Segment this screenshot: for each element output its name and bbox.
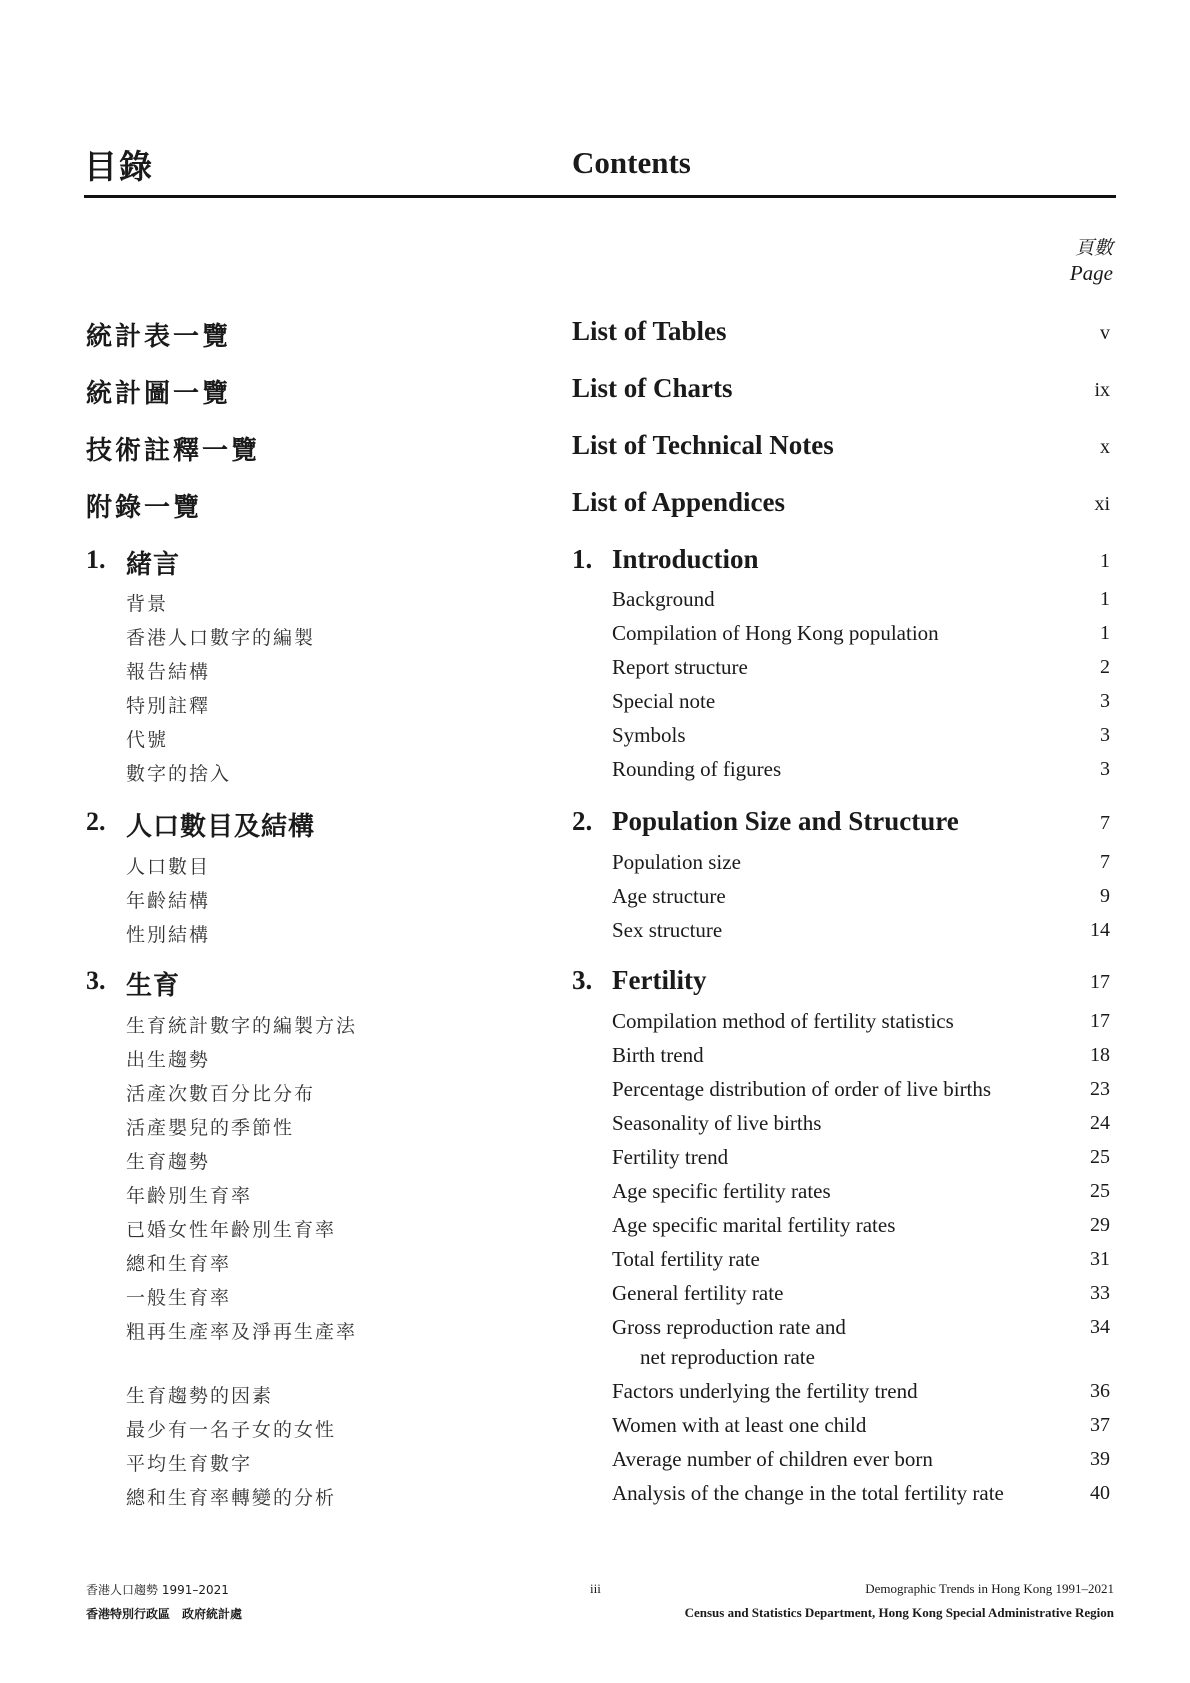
toc-item[interactable]: [0, 1281, 1190, 1315]
toc-item-zh: 數字的捨入: [126, 763, 232, 785]
toc-page-number: 24: [1090, 1112, 1110, 1134]
toc-page-number: 23: [1090, 1078, 1110, 1100]
toc-item[interactable]: [0, 850, 1190, 884]
toc-page-number: xi: [1094, 493, 1110, 515]
toc-item-zh: 代號: [126, 729, 169, 751]
section-number-en: 1.: [572, 544, 593, 574]
toc-entry-list-of-charts[interactable]: [0, 373, 1190, 407]
toc-item[interactable]: [0, 1179, 1190, 1213]
toc-page-number: 9: [1100, 885, 1110, 907]
section-number-zh: 1.: [86, 545, 106, 574]
toc-item-zh: 最少有一名子女的女性: [126, 1419, 337, 1441]
toc-item-en: Special note: [612, 689, 716, 713]
toc-page-number: 25: [1090, 1146, 1110, 1168]
toc-page-number: 18: [1090, 1044, 1110, 1066]
toc-item[interactable]: [0, 1077, 1190, 1111]
toc-item-zh: 活產次數百分比分布: [126, 1083, 316, 1105]
toc-item[interactable]: [0, 1247, 1190, 1281]
toc-page-number: 14: [1090, 919, 1110, 941]
section-title-zh: 生育: [126, 971, 181, 1001]
toc-item[interactable]: [0, 655, 1190, 689]
toc-item-zh: 已婚女性年齡別生育率: [126, 1219, 337, 1241]
toc-item[interactable]: [0, 1481, 1190, 1515]
toc-item-en: Population size: [612, 850, 741, 874]
toc-item[interactable]: [0, 689, 1190, 723]
toc-page-number: 39: [1090, 1448, 1110, 1470]
toc-page-number: ix: [1094, 379, 1110, 401]
toc-title-en: Contents: [572, 145, 691, 180]
toc-item-zh: 性別結構: [126, 924, 211, 946]
toc-page-number: 3: [1100, 758, 1110, 780]
section-number-zh: 3.: [86, 966, 106, 995]
toc-item-zh: 香港人口數字的編製: [126, 627, 316, 649]
toc-item-en: Compilation of Hong Kong population: [612, 621, 939, 645]
toc-item-zh: 一般生育率: [126, 1287, 232, 1309]
toc-item-en: Fertility trend: [612, 1145, 729, 1169]
toc-item-zh: 報告結構: [126, 661, 211, 683]
toc-page-number: x: [1100, 436, 1110, 458]
toc-item-zh: 生育統計數字的編製方法: [126, 1015, 358, 1037]
toc-section-introduction[interactable]: [0, 544, 1190, 578]
toc-page-number: 17: [1090, 1010, 1110, 1032]
toc-item-en: Factors underlying the fertility trend: [612, 1379, 918, 1403]
toc-item[interactable]: [0, 1111, 1190, 1145]
toc-item-zh: 總和生育率轉變的分析: [126, 1487, 337, 1509]
toc-item-en: Birth trend: [612, 1043, 704, 1067]
toc-item-zh: 年齡別生育率: [126, 1185, 253, 1207]
toc-item[interactable]: [0, 1009, 1190, 1043]
toc-item-en: Report structure: [612, 655, 748, 679]
footer-publication-zh: 香港人口趨勢 1991–2021: [86, 1583, 229, 1597]
toc-item[interactable]: [0, 1213, 1190, 1247]
toc-item-en-continuation: net reproduction rate: [640, 1345, 815, 1369]
toc-item[interactable]: [0, 587, 1190, 621]
toc-entry-zh: 技術註釋一覽: [86, 436, 261, 466]
footer-page-number: iii: [590, 1581, 601, 1596]
section-title-en: Introduction: [612, 544, 759, 574]
toc-entry-en: List of Charts: [572, 373, 733, 403]
toc-item-zh: 總和生育率: [126, 1253, 232, 1275]
toc-item-en: Seasonality of live births: [612, 1111, 822, 1135]
toc-entry-list-of-tables[interactable]: [0, 316, 1190, 350]
toc-section-population-size-and-structure[interactable]: [0, 806, 1190, 840]
page-column-label-en: Page: [1069, 261, 1113, 285]
toc-item-en: Age structure: [612, 884, 726, 908]
toc-item-zh: 平均生育數字: [126, 1453, 253, 1475]
toc-page-number: 3: [1100, 690, 1110, 712]
toc-page-number: 31: [1090, 1248, 1110, 1270]
section-title-zh: 人口數目及結構: [126, 812, 316, 842]
footer-department-en: Census and Statistics Department, Hong Kong Special Administrative Region: [684, 1605, 1114, 1620]
toc-item[interactable]: [0, 884, 1190, 918]
toc-page-number: 37: [1090, 1414, 1110, 1436]
toc-page-number: 25: [1090, 1180, 1110, 1202]
section-title-en: Fertility: [612, 965, 707, 995]
toc-entry-en: List of Appendices: [572, 487, 786, 517]
toc-entry-zh: 附錄一覽: [86, 493, 203, 523]
toc-item-en: Total fertility rate: [612, 1247, 760, 1271]
toc-page-number: 2: [1100, 656, 1110, 678]
toc-item[interactable]: [0, 723, 1190, 757]
toc-page-number: 33: [1090, 1282, 1110, 1304]
toc-item[interactable]: [0, 757, 1190, 791]
toc-item[interactable]: [0, 1413, 1190, 1447]
toc-item-en: Background: [612, 587, 715, 611]
toc-entry-en: List of Technical Notes: [572, 430, 834, 460]
toc-item-en: Rounding of figures: [612, 757, 782, 781]
toc-item-en: Compilation method of fertility statistics: [612, 1009, 954, 1033]
toc-item-zh: 生育趨勢的因素: [126, 1385, 274, 1407]
toc-item-zh: 人口數目: [126, 856, 211, 878]
section-title-en: Population Size and Structure: [612, 806, 959, 836]
footer-publication-en: Demographic Trends in Hong Kong 1991–2021: [865, 1581, 1114, 1596]
toc-item-zh: 出生趨勢: [126, 1049, 211, 1071]
toc-item-zh: 粗再生產率及淨再生產率: [126, 1321, 358, 1343]
toc-item-en: Gross reproduction rate and: [612, 1315, 846, 1339]
title-rule: [84, 195, 1116, 198]
page-column-label-zh: 頁數: [1074, 237, 1113, 259]
toc-page-number: 17: [1090, 971, 1110, 993]
toc-item[interactable]: [0, 1447, 1190, 1481]
toc-section-fertility[interactable]: [0, 965, 1190, 999]
toc-page-number: 36: [1090, 1380, 1110, 1402]
toc-page-number: 1: [1100, 622, 1110, 644]
toc-item[interactable]: [0, 1043, 1190, 1077]
toc-item-en: Percentage distribution of order of live births: [612, 1077, 992, 1101]
section-title-zh: 緒言: [126, 550, 181, 580]
toc-entry-zh: 統計表一覽: [86, 322, 232, 352]
toc-item[interactable]: [0, 1379, 1190, 1413]
toc-item-zh: 特別註釋: [126, 695, 211, 717]
toc-item[interactable]: [0, 918, 1190, 952]
toc-item-en: Analysis of the change in the total fertility rate: [612, 1481, 1004, 1505]
toc-page-number: v: [1100, 322, 1110, 344]
toc-item[interactable]: [0, 1315, 1190, 1379]
toc-page-number: 1: [1100, 550, 1110, 572]
toc-item-en: Average number of children ever born: [612, 1447, 933, 1471]
toc-page-number: 7: [1100, 812, 1110, 834]
toc-title-zh: 目錄: [84, 147, 154, 186]
toc-item[interactable]: [0, 621, 1190, 655]
toc-page-number: 29: [1090, 1214, 1110, 1236]
toc-item-zh: 活產嬰兒的季節性: [126, 1117, 295, 1139]
toc-page-number: 1: [1100, 588, 1110, 610]
toc-item-en: Age specific fertility rates: [612, 1179, 831, 1203]
section-number-zh: 2.: [86, 807, 106, 836]
toc-item-zh: 背景: [126, 593, 169, 615]
toc-item-zh: 生育趨勢: [126, 1151, 211, 1173]
toc-item-en: Sex structure: [612, 918, 723, 942]
footer-department-zh: 香港特別行政區 政府統計處: [86, 1607, 243, 1621]
toc-item-en: Women with at least one child: [612, 1413, 867, 1437]
toc-item-en: Age specific marital fertility rates: [612, 1213, 896, 1237]
toc-item-zh: 年齡結構: [126, 890, 211, 912]
toc-entry-zh: 統計圖一覽: [86, 379, 232, 409]
toc-page-number: 7: [1100, 851, 1110, 873]
toc-entry-list-of-technical-notes[interactable]: [0, 430, 1190, 464]
toc-page-number: 34: [1090, 1316, 1110, 1338]
section-number-en: 2.: [572, 806, 593, 836]
toc-item[interactable]: [0, 1145, 1190, 1179]
section-number-en: 3.: [572, 965, 593, 995]
toc-item-en: General fertility rate: [612, 1281, 784, 1305]
toc-page-number: 40: [1090, 1482, 1110, 1504]
toc-item-en: Symbols: [612, 723, 686, 747]
toc-entry-en: List of Tables: [572, 316, 727, 346]
toc-page-number: 3: [1100, 724, 1110, 746]
toc-entry-list-of-appendices[interactable]: [0, 487, 1190, 521]
